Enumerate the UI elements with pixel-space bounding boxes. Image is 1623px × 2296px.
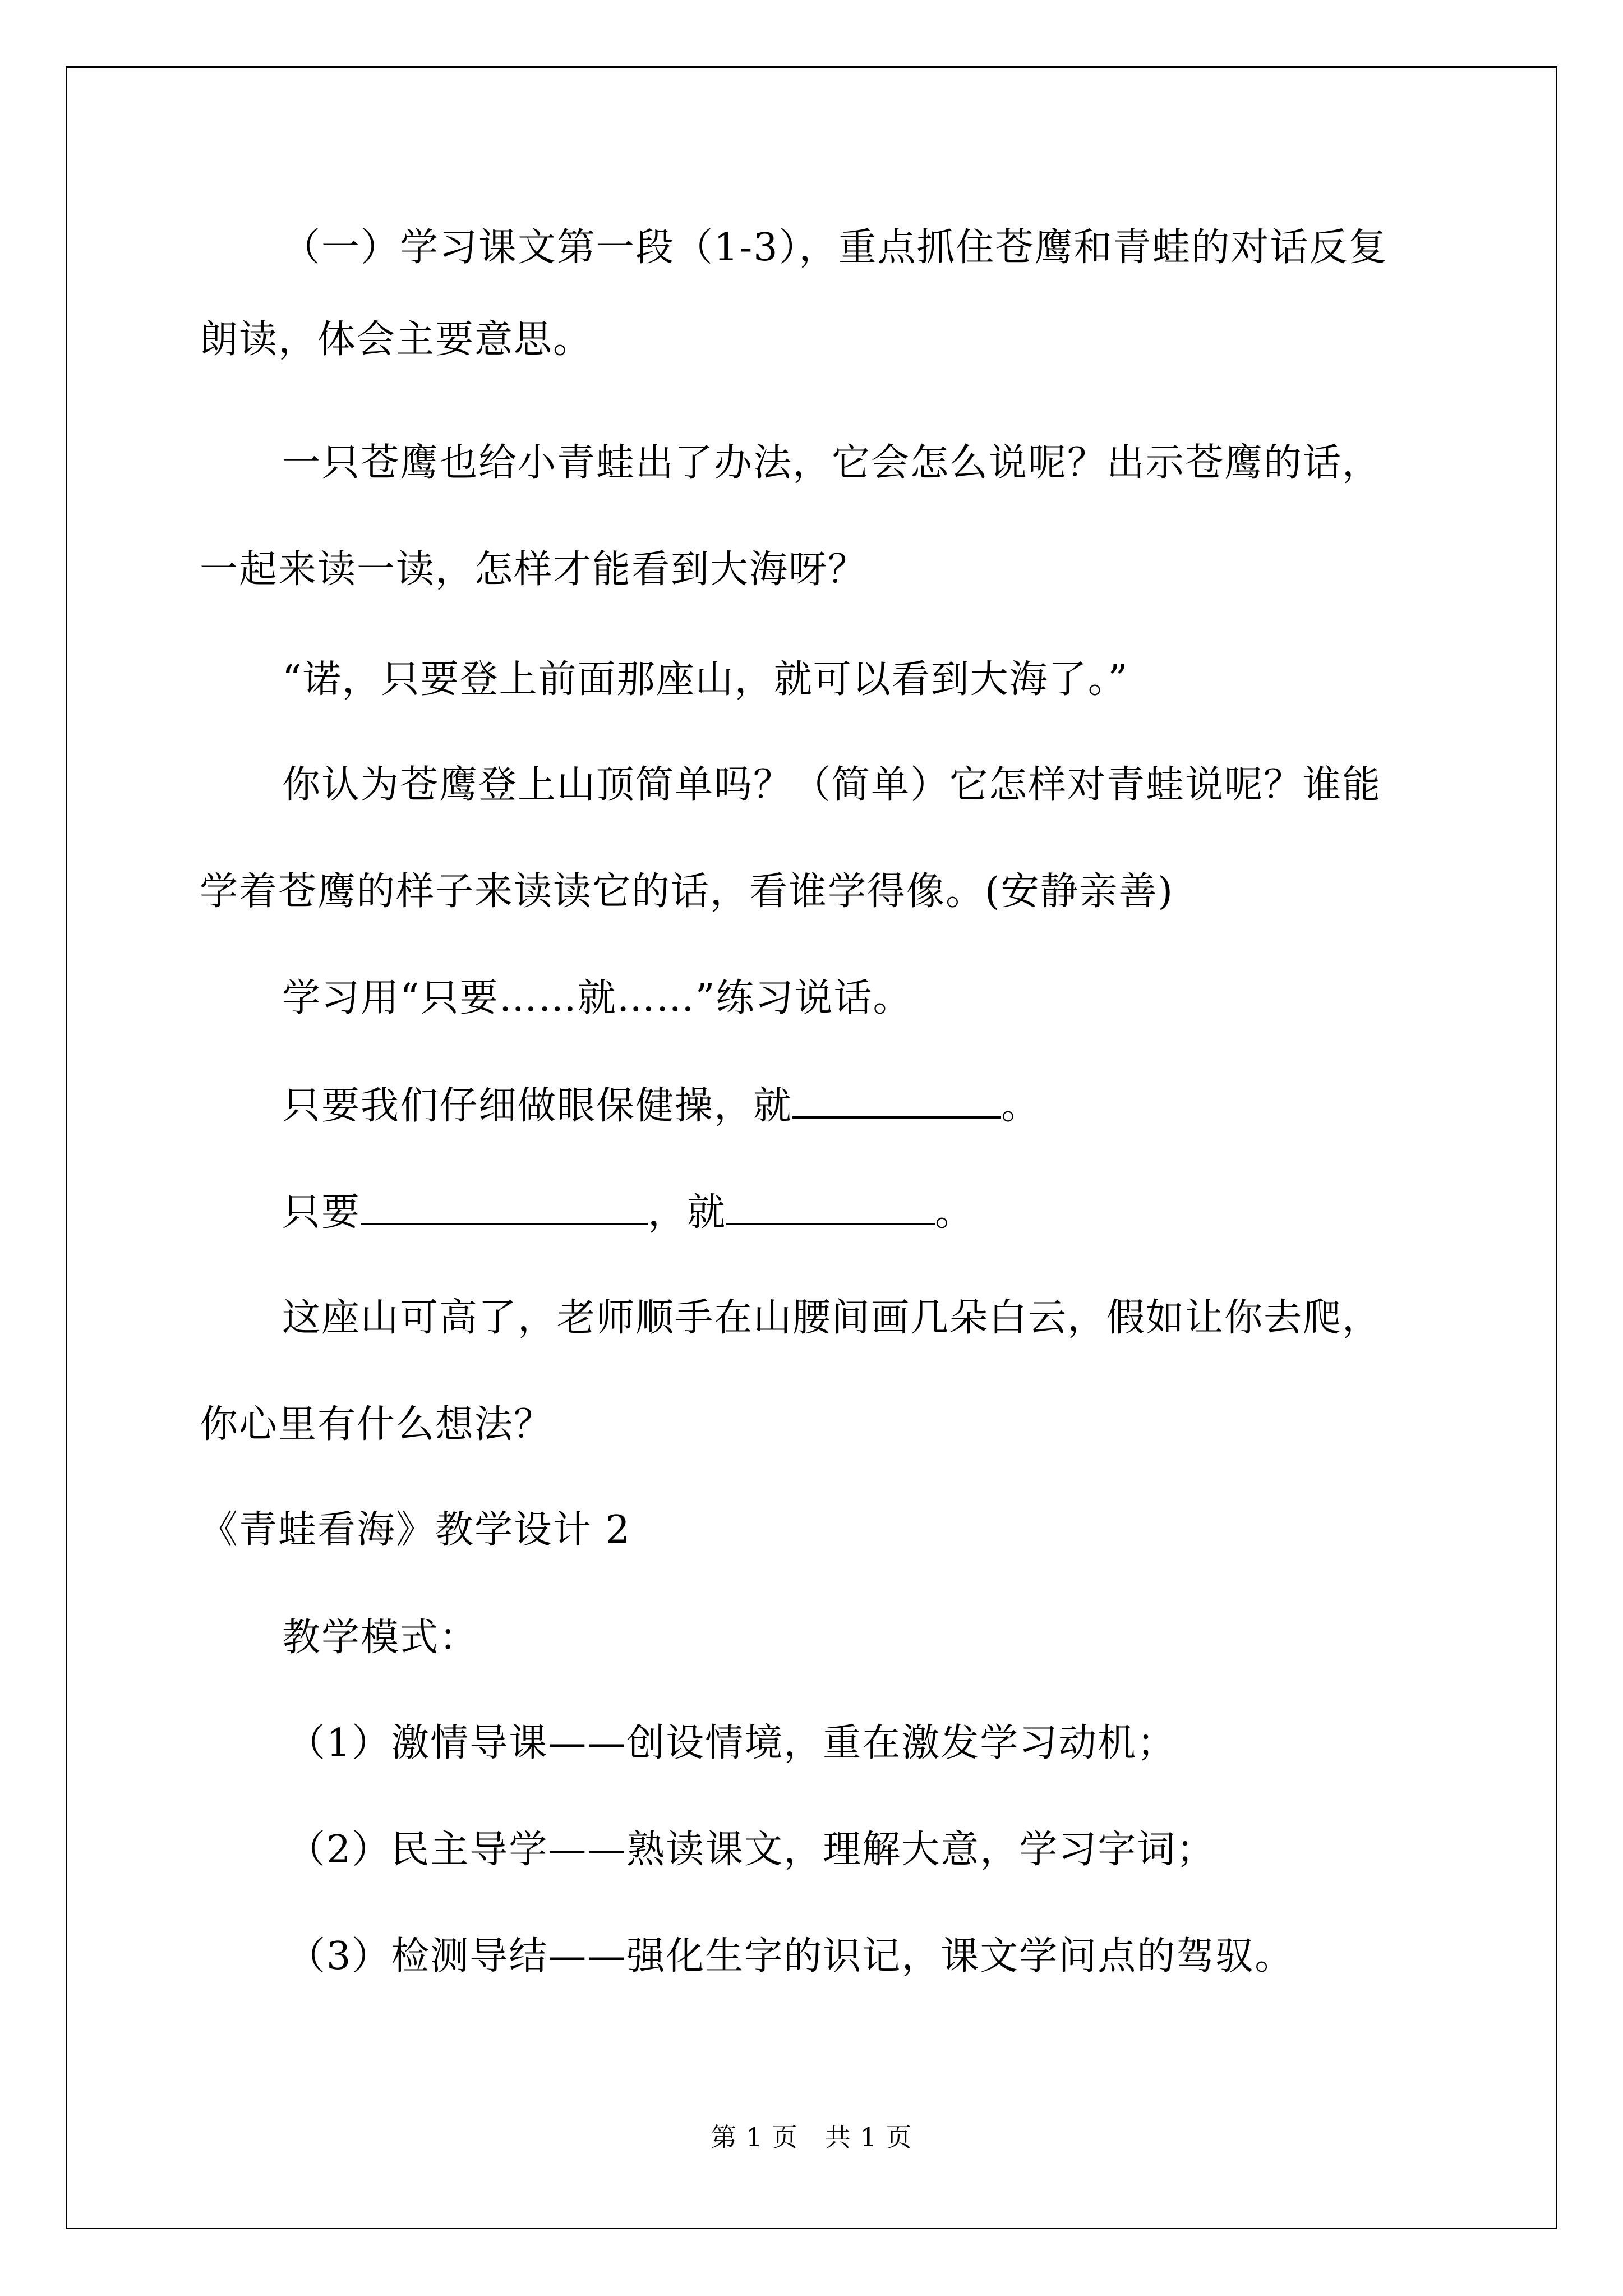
paragraph-4-line-1: 你认为苍鹰登上山顶简单吗？（简单）它怎样对青蛙说呢？谁能 — [282, 763, 1382, 807]
section-title: 《青蛙看海》教学设计 2 — [200, 1508, 631, 1552]
paragraph-4-line-2: 学着苍鹰的样子来读读它的话，看谁学得像。(安静亲善) — [200, 869, 1174, 914]
paragraph-7-fill-in — [282, 1188, 974, 1235]
paragraph-7-prefix: 只要 — [282, 1190, 361, 1235]
page-footer — [0, 2122, 1623, 2153]
paragraph-2-line-1: 一只苍鹰也给小青蛙出了办法，它会怎么说呢？出示苍鹰的话， — [282, 441, 1382, 485]
paragraph-7-suffix: 。 — [935, 1190, 975, 1235]
teaching-mode-label: 教学模式： — [282, 1616, 479, 1660]
fill-blank-3 — [726, 1188, 935, 1225]
paragraph-8-line-2: 你心里有什么想法？ — [200, 1402, 554, 1447]
page-border — [66, 66, 1557, 2229]
paragraph-1-line-1: （一）学习课文第一段（1-3），重点抓住苍鹰和青蛙的对话反复 — [282, 226, 1388, 270]
paragraph-6-suffix: 。 — [1001, 1084, 1041, 1128]
page-total: 共 1 页 — [825, 2122, 912, 2152]
paragraph-3-quote: “诺，只要登上前面那座山，就可以看到大海了。” — [282, 657, 1129, 702]
page-number: 第 1 页 — [711, 2122, 798, 2152]
teaching-mode-item-1: （1）激情导课——创设情境，重在激发学习动机； — [287, 1721, 1177, 1765]
paragraph-8-line-1: 这座山可高了，老师顺手在山腰间画几朵白云，假如让你去爬， — [282, 1296, 1382, 1340]
paragraph-1-line-2: 朗读，体会主要意思。 — [200, 318, 593, 362]
teaching-mode-item-3: （3）检测导结——强化生字的识记，课文学问点的驾驭。 — [287, 1934, 1294, 1978]
fill-blank-2 — [361, 1188, 648, 1225]
fill-blank-1 — [792, 1082, 1001, 1119]
teaching-mode-item-2: （2）民主导学——熟读课文，理解大意，学习字词； — [287, 1828, 1216, 1872]
paragraph-6-fill-in — [282, 1082, 1040, 1129]
paragraph-6-prefix: 只要我们仔细做眼保健操，就 — [282, 1084, 793, 1128]
paragraph-2-line-2: 一起来读一读，怎样才能看到大海呀？ — [200, 547, 868, 592]
paragraph-7-middle: ，就 — [648, 1190, 727, 1235]
paragraph-5: 学习用“只要……就……”练习说话。 — [282, 976, 912, 1020]
